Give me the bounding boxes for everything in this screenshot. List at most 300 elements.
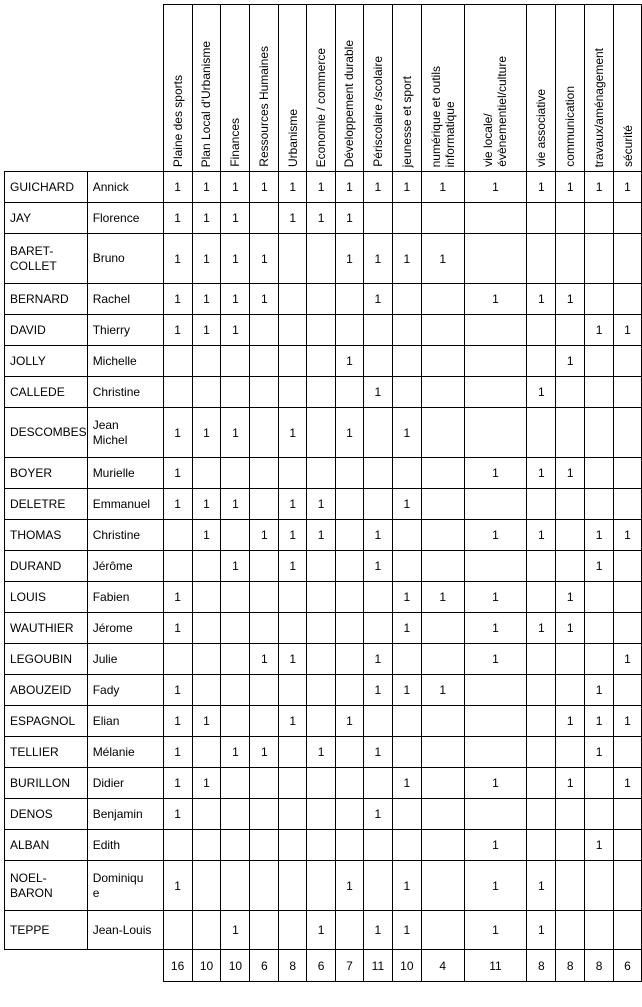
last-name-cell: BARET- COLLET <box>5 234 88 284</box>
first-name-cell: Emmanuel <box>87 489 163 520</box>
value-cell <box>192 582 221 613</box>
value-cell <box>614 613 642 644</box>
column-header-label: Economie / commerce <box>314 47 329 167</box>
value-cell: 1 <box>192 234 221 284</box>
value-cell: 1 <box>585 551 614 582</box>
value-cell: 1 <box>221 911 250 950</box>
value-cell <box>585 234 614 284</box>
first-name-cell: Edith <box>87 830 163 861</box>
column-header-label: Plaine des sports <box>170 74 185 167</box>
table-row <box>5 644 642 675</box>
value-cell <box>556 234 585 284</box>
value-cell <box>250 799 279 830</box>
value-cell <box>221 675 250 706</box>
value-cell <box>250 675 279 706</box>
value-cell <box>250 706 279 737</box>
value-cell <box>421 706 464 737</box>
last-name-cell: DAVID <box>5 315 88 346</box>
first-name-cell: Murielle <box>87 458 163 489</box>
last-name-cell: THOMAS <box>5 520 88 551</box>
value-cell <box>363 203 392 234</box>
value-cell <box>192 861 221 911</box>
value-cell: 1 <box>192 520 221 551</box>
value-cell <box>614 346 642 377</box>
value-cell: 1 <box>192 768 221 799</box>
column-header-label: Urbanisme <box>285 108 300 167</box>
value-cell <box>421 861 464 911</box>
value-cell: 1 <box>307 911 336 950</box>
table-row <box>5 489 642 520</box>
value-cell <box>192 830 221 861</box>
value-cell: 1 <box>392 911 421 950</box>
total-cell: 16 <box>163 950 192 982</box>
table-row <box>5 675 642 706</box>
value-cell: 1 <box>163 203 192 234</box>
value-cell <box>464 706 527 737</box>
value-cell <box>464 551 527 582</box>
value-cell <box>363 582 392 613</box>
table-row <box>5 582 642 613</box>
value-cell <box>279 234 307 284</box>
value-cell: 1 <box>221 737 250 768</box>
value-cell <box>250 613 279 644</box>
value-cell <box>307 799 336 830</box>
value-cell: 1 <box>221 172 250 203</box>
last-name-cell: ALBAN <box>5 830 88 861</box>
column-header <box>527 5 556 172</box>
table-row <box>5 768 642 799</box>
value-cell <box>527 551 556 582</box>
value-cell <box>363 861 392 911</box>
value-cell <box>614 737 642 768</box>
value-cell <box>163 346 192 377</box>
value-cell <box>527 489 556 520</box>
value-cell <box>556 830 585 861</box>
value-cell: 1 <box>392 234 421 284</box>
value-cell <box>614 458 642 489</box>
value-cell <box>163 644 192 675</box>
value-cell: 1 <box>163 172 192 203</box>
value-cell <box>392 644 421 675</box>
value-cell: 1 <box>585 737 614 768</box>
value-cell: 1 <box>163 582 192 613</box>
value-cell <box>163 520 192 551</box>
value-cell <box>336 737 364 768</box>
value-cell: 1 <box>279 706 307 737</box>
value-cell <box>163 911 192 950</box>
value-cell: 1 <box>221 315 250 346</box>
value-cell <box>192 346 221 377</box>
value-cell <box>556 315 585 346</box>
value-cell: 1 <box>163 284 192 315</box>
value-cell: 1 <box>464 172 527 203</box>
value-cell <box>307 458 336 489</box>
value-cell: 1 <box>614 520 642 551</box>
value-cell <box>163 377 192 408</box>
total-cell: 8 <box>556 950 585 982</box>
value-cell <box>307 377 336 408</box>
value-cell <box>614 234 642 284</box>
value-cell: 1 <box>336 172 364 203</box>
value-cell <box>363 458 392 489</box>
column-header <box>392 5 421 172</box>
value-cell <box>614 203 642 234</box>
first-name-cell: Thierry <box>87 315 163 346</box>
value-cell <box>392 830 421 861</box>
value-cell <box>527 737 556 768</box>
column-header-label: Plan Local d'Urbanisme <box>199 40 214 167</box>
last-name-cell: JOLLY <box>5 346 88 377</box>
value-cell <box>336 582 364 613</box>
value-cell: 1 <box>336 706 364 737</box>
value-cell: 1 <box>192 172 221 203</box>
column-header-label: numérique et outils informatique <box>428 65 457 167</box>
value-cell: 1 <box>614 315 642 346</box>
table-row <box>5 346 642 377</box>
value-cell <box>250 489 279 520</box>
value-cell: 1 <box>392 582 421 613</box>
last-name-cell: BERNARD <box>5 284 88 315</box>
value-cell: 1 <box>392 613 421 644</box>
value-cell <box>279 911 307 950</box>
table-row <box>5 861 642 911</box>
value-cell <box>250 551 279 582</box>
value-cell: 1 <box>192 203 221 234</box>
value-cell <box>279 799 307 830</box>
value-cell: 1 <box>392 489 421 520</box>
value-cell <box>279 284 307 315</box>
column-header-label: Développement durable <box>342 39 357 167</box>
value-cell <box>250 582 279 613</box>
table-row <box>5 737 642 768</box>
value-cell <box>614 911 642 950</box>
value-cell <box>392 315 421 346</box>
value-cell <box>585 644 614 675</box>
value-cell <box>307 706 336 737</box>
value-cell: 1 <box>221 284 250 315</box>
value-cell <box>192 458 221 489</box>
value-cell <box>250 408 279 458</box>
value-cell <box>464 737 527 768</box>
value-cell <box>279 613 307 644</box>
value-cell <box>585 408 614 458</box>
value-cell <box>392 551 421 582</box>
value-cell <box>250 830 279 861</box>
first-name-cell: Elian <box>87 706 163 737</box>
value-cell <box>250 377 279 408</box>
value-cell <box>279 737 307 768</box>
first-name-cell: Bruno <box>87 234 163 284</box>
value-cell <box>585 799 614 830</box>
value-cell: 1 <box>336 346 364 377</box>
table-row <box>5 520 642 551</box>
value-cell: 1 <box>585 172 614 203</box>
value-cell <box>421 644 464 675</box>
column-header <box>250 5 279 172</box>
value-cell: 1 <box>221 203 250 234</box>
value-cell <box>250 768 279 799</box>
value-cell <box>614 582 642 613</box>
total-cell: 6 <box>250 950 279 982</box>
value-cell <box>392 346 421 377</box>
assignment-table <box>4 4 642 982</box>
value-cell: 1 <box>163 737 192 768</box>
last-name-cell: WAUTHIER <box>5 613 88 644</box>
total-cell: 11 <box>464 950 527 982</box>
column-header <box>279 5 307 172</box>
value-cell <box>527 346 556 377</box>
value-cell <box>421 346 464 377</box>
table-row <box>5 458 642 489</box>
value-cell <box>421 551 464 582</box>
value-cell <box>527 408 556 458</box>
value-cell <box>250 346 279 377</box>
value-cell <box>192 911 221 950</box>
value-cell <box>336 551 364 582</box>
value-cell <box>585 768 614 799</box>
value-cell: 1 <box>250 520 279 551</box>
value-cell <box>464 675 527 706</box>
value-cell <box>336 520 364 551</box>
value-cell <box>279 377 307 408</box>
value-cell <box>556 551 585 582</box>
value-cell <box>556 861 585 911</box>
total-cell: 10 <box>392 950 421 982</box>
value-cell <box>556 377 585 408</box>
value-cell <box>192 737 221 768</box>
first-name-cell: Jean Michel <box>87 408 163 458</box>
value-cell <box>392 706 421 737</box>
value-cell: 1 <box>221 551 250 582</box>
value-cell: 1 <box>279 644 307 675</box>
value-cell: 1 <box>464 582 527 613</box>
column-header <box>585 5 614 172</box>
column-header-label: Finances <box>228 118 243 167</box>
value-cell: 1 <box>585 706 614 737</box>
value-cell: 1 <box>464 458 527 489</box>
table-row <box>5 315 642 346</box>
value-cell <box>556 644 585 675</box>
total-cell: 8 <box>527 950 556 982</box>
first-name-cell: Julie <box>87 644 163 675</box>
value-cell <box>221 582 250 613</box>
value-cell <box>250 861 279 911</box>
value-cell: 1 <box>192 489 221 520</box>
value-cell <box>221 520 250 551</box>
value-cell <box>363 830 392 861</box>
value-cell: 1 <box>250 172 279 203</box>
value-cell <box>464 377 527 408</box>
value-cell <box>336 799 364 830</box>
first-name-cell: Michelle <box>87 346 163 377</box>
value-cell: 1 <box>192 315 221 346</box>
value-cell <box>392 520 421 551</box>
value-cell <box>221 377 250 408</box>
value-cell <box>556 203 585 234</box>
value-cell <box>192 799 221 830</box>
header-row <box>5 5 642 172</box>
value-cell <box>464 234 527 284</box>
last-name-cell: TEPPE <box>5 911 88 950</box>
value-cell <box>336 284 364 315</box>
value-cell <box>336 613 364 644</box>
column-header <box>556 5 585 172</box>
table-row <box>5 408 642 458</box>
value-cell <box>221 706 250 737</box>
column-header-label: vie associative <box>534 88 549 167</box>
corner-blank <box>5 5 164 172</box>
value-cell <box>614 675 642 706</box>
value-cell: 1 <box>421 234 464 284</box>
value-cell <box>363 315 392 346</box>
value-cell <box>392 203 421 234</box>
value-cell: 1 <box>163 675 192 706</box>
value-cell <box>363 768 392 799</box>
totals-blank <box>5 950 164 982</box>
value-cell <box>527 830 556 861</box>
value-cell <box>585 861 614 911</box>
value-cell <box>585 613 614 644</box>
value-cell: 1 <box>527 284 556 315</box>
value-cell <box>192 675 221 706</box>
first-name-cell: Benjamin <box>87 799 163 830</box>
value-cell: 1 <box>363 799 392 830</box>
value-cell: 1 <box>527 520 556 551</box>
value-cell: 1 <box>307 172 336 203</box>
value-cell <box>250 315 279 346</box>
value-cell <box>556 675 585 706</box>
table-row <box>5 911 642 950</box>
value-cell <box>585 489 614 520</box>
column-header <box>336 5 364 172</box>
value-cell: 1 <box>163 706 192 737</box>
value-cell: 1 <box>556 613 585 644</box>
value-cell <box>307 284 336 315</box>
value-cell: 1 <box>336 234 364 284</box>
value-cell <box>363 408 392 458</box>
last-name-cell: DURAND <box>5 551 88 582</box>
value-cell: 1 <box>527 861 556 911</box>
first-name-cell: Florence <box>87 203 163 234</box>
last-name-cell: JAY <box>5 203 88 234</box>
column-header-label: vie locale/ évènementiel/culture <box>481 56 510 167</box>
value-cell: 1 <box>363 377 392 408</box>
table-row <box>5 830 642 861</box>
value-cell: 1 <box>392 408 421 458</box>
value-cell: 1 <box>279 172 307 203</box>
table-row <box>5 203 642 234</box>
total-cell: 10 <box>192 950 221 982</box>
value-cell: 1 <box>363 234 392 284</box>
value-cell <box>421 768 464 799</box>
value-cell: 1 <box>556 768 585 799</box>
value-cell <box>527 706 556 737</box>
value-cell <box>421 520 464 551</box>
value-cell: 1 <box>464 861 527 911</box>
value-cell <box>307 830 336 861</box>
value-cell <box>307 582 336 613</box>
first-name-cell: Annick <box>87 172 163 203</box>
value-cell <box>279 315 307 346</box>
value-cell <box>307 551 336 582</box>
value-cell: 1 <box>556 284 585 315</box>
value-cell: 1 <box>614 706 642 737</box>
value-cell <box>192 551 221 582</box>
value-cell <box>614 799 642 830</box>
value-cell: 1 <box>363 911 392 950</box>
value-cell: 1 <box>585 830 614 861</box>
value-cell <box>279 861 307 911</box>
last-name-cell: DELETRE <box>5 489 88 520</box>
value-cell: 1 <box>250 284 279 315</box>
value-cell: 1 <box>556 458 585 489</box>
value-cell <box>163 830 192 861</box>
column-header-label: Périscolaire /scolaire <box>370 56 385 167</box>
value-cell <box>279 582 307 613</box>
value-cell <box>336 911 364 950</box>
value-cell: 1 <box>279 408 307 458</box>
value-cell <box>527 768 556 799</box>
value-cell <box>614 489 642 520</box>
value-cell <box>556 408 585 458</box>
value-cell <box>527 644 556 675</box>
value-cell <box>421 377 464 408</box>
value-cell: 1 <box>464 768 527 799</box>
value-cell <box>392 284 421 315</box>
value-cell <box>307 234 336 284</box>
value-cell: 1 <box>614 768 642 799</box>
total-cell: 7 <box>336 950 364 982</box>
value-cell <box>614 551 642 582</box>
value-cell: 1 <box>221 489 250 520</box>
value-cell <box>464 315 527 346</box>
value-cell: 1 <box>279 520 307 551</box>
value-cell: 1 <box>527 911 556 950</box>
value-cell <box>556 911 585 950</box>
value-cell <box>336 377 364 408</box>
value-cell <box>336 675 364 706</box>
value-cell <box>392 377 421 408</box>
value-cell: 1 <box>363 551 392 582</box>
value-cell: 1 <box>585 675 614 706</box>
table-row <box>5 706 642 737</box>
value-cell <box>421 203 464 234</box>
value-cell <box>363 346 392 377</box>
value-cell <box>421 489 464 520</box>
table-row <box>5 377 642 408</box>
value-cell: 1 <box>585 520 614 551</box>
value-cell <box>614 830 642 861</box>
value-cell: 1 <box>363 172 392 203</box>
value-cell <box>336 830 364 861</box>
total-cell: 8 <box>279 950 307 982</box>
value-cell: 1 <box>307 489 336 520</box>
column-header <box>464 5 527 172</box>
value-cell: 1 <box>163 861 192 911</box>
value-cell <box>192 644 221 675</box>
last-name-cell: TELLIER <box>5 737 88 768</box>
value-cell <box>392 458 421 489</box>
value-cell: 1 <box>556 346 585 377</box>
value-cell <box>556 799 585 830</box>
value-cell <box>221 861 250 911</box>
last-name-cell: NOEL- BARON <box>5 861 88 911</box>
value-cell: 1 <box>336 861 364 911</box>
totals-row <box>5 950 642 982</box>
column-header <box>221 5 250 172</box>
value-cell: 1 <box>250 644 279 675</box>
value-cell <box>336 315 364 346</box>
